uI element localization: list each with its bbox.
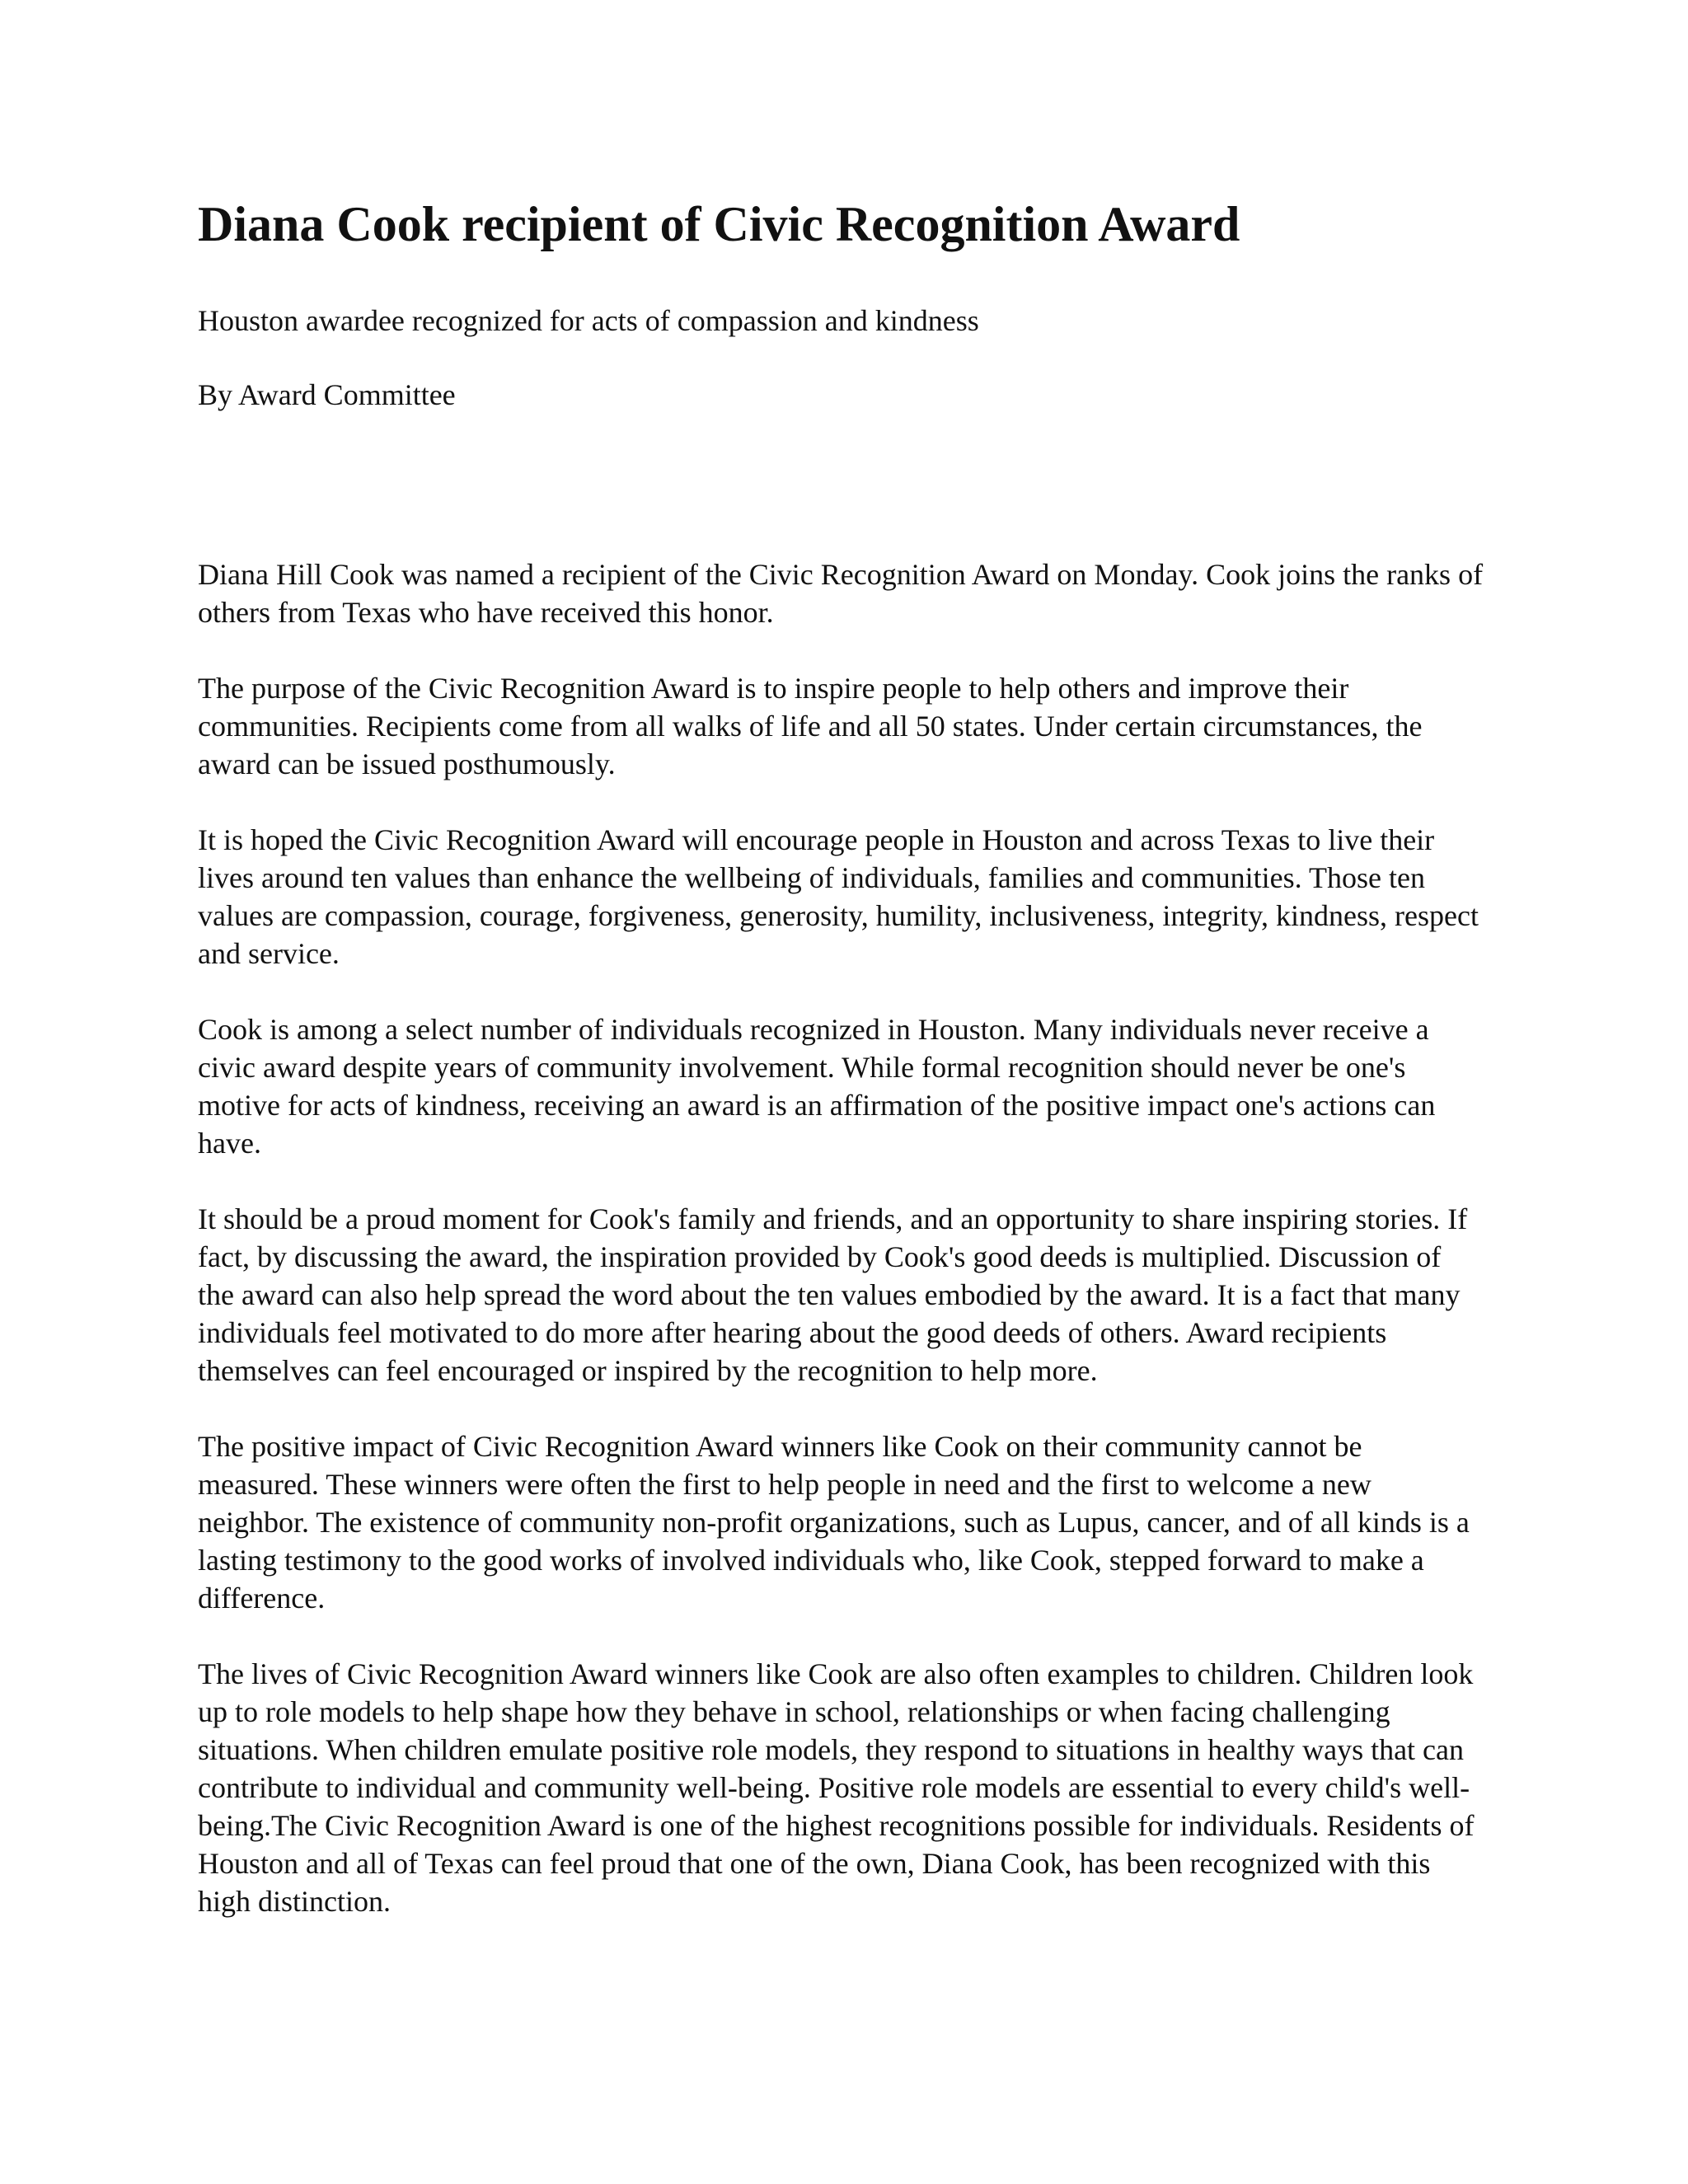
article-subtitle: Houston awardee recognized for acts of compassion and kindness (198, 304, 979, 337)
paragraph-5: It should be a proud moment for Cook's family and friends, and an opportunity to share inspiring stories. If fact, by discussing the award, the inspiration provided by Cook's good deeds is multiplied. Discussion of the award can also help spread the word about the ten values embodied by the award. It is a fact that many individuals feel motivated to do more after hearing about the good deeds of others. Award recipients themselves can feel encouraged or inspired by the recognition to help more. (198, 1202, 1468, 1387)
document-page (198, 190, 1484, 1958)
paragraph-6: The positive impact of Civic Recognition Award winners like Cook on their community cannot be measured. These winners were often the first to help people in need and the first to welcome a new neighbor. The existence of community non-profit organizations, such as Lupus, cancer, and of all kinds is a lasting testimony to the good works of involved individuals who, like Cook, stepped forward to make a difference. (198, 1430, 1470, 1615)
paragraph-3: It is hoped the Civic Recognition Award will encourage people in Houston and across Texas to live their lives around ten values than enhance the wellbeing of individuals, families and communities. Those ten values are compassion, courage, forgiveness, generosity, humility, inclusiveness, integrity, kindness, respect and service. (198, 823, 1479, 970)
article-byline: By Award Committee (198, 378, 456, 411)
paragraph-4: Cook is among a select number of individuals recognized in Houston. Many individuals never receive a civic award despite years of community involvement. While formal recognition should never be one's motive for acts of kindness, receiving an award is an affirmation of the positive impact one's actions can have. (198, 1013, 1436, 1160)
article-body (198, 555, 1484, 1920)
paragraph-7: The lives of Civic Recognition Award winners like Cook are also often examples to children. Children look up to role models to help shape how they behave in school, relationships or when facing challenging situations. When children emulate positive role models, they respond to situations in healthy ways that can contribute to individual and community well-being. Positive role models are essential to every child's well-being.The Civic Recognition Award is one of the highest recognitions possible for individuals. Residents of Houston and all of Texas can feel proud that one of the own, Diana Cook, has been recognized with this high distinction. (198, 1657, 1475, 1918)
paragraph-1: Diana Hill Cook was named a recipient of the Civic Recognition Award on Monday. Cook joins the ranks of others from Texas who have received this honor. (198, 558, 1484, 629)
paragraph-2: The purpose of the Civic Recognition Award is to inspire people to help others and improve their communities. Recipients come from all walks of life and all 50 states. Under certain circumstances, the award can be issued posthumously. (198, 672, 1423, 780)
article-title: Diana Cook recipient of Civic Recognition Award (198, 197, 1240, 251)
